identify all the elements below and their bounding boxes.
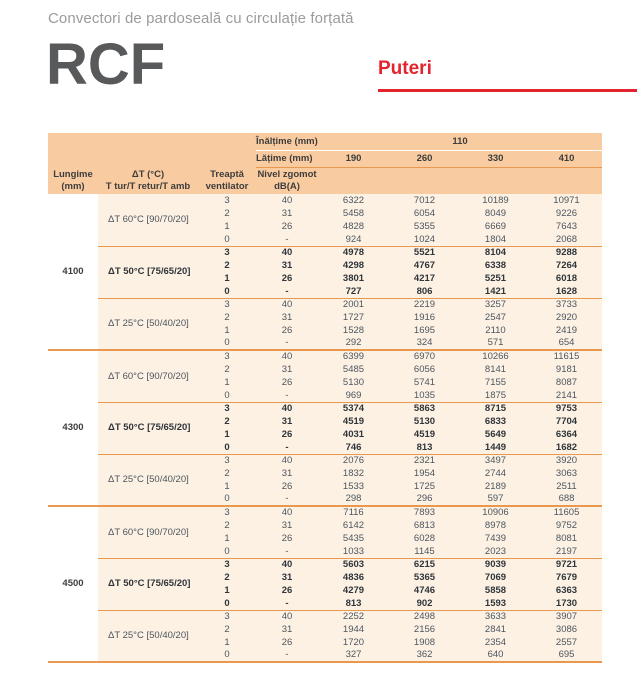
noise-level-cell: 31	[256, 311, 318, 324]
fan-step-cell: 3	[198, 350, 256, 363]
power-value-cell: 5251	[460, 272, 531, 285]
power-value-cell: 969	[318, 389, 389, 402]
power-value-cell: 4519	[318, 415, 389, 428]
table-row	[48, 506, 602, 519]
fan-step-cell: 0	[198, 233, 256, 246]
fan-step-cell: 2	[198, 207, 256, 220]
power-value-cell: 5130	[318, 376, 389, 389]
power-value-cell: 8087	[531, 376, 602, 389]
delta-t-cell: ΔT 50°C [75/65/20]	[98, 402, 198, 454]
power-value-cell: 7704	[531, 415, 602, 428]
fan-step-cell: 0	[198, 649, 256, 662]
power-value-cell: 2354	[460, 636, 531, 649]
power-value-cell: 1908	[389, 636, 460, 649]
noise-level-cell: 31	[256, 467, 318, 480]
power-value-cell: 327	[318, 649, 389, 662]
delta-t-cell: ΔT 60°C [90/70/20]	[98, 350, 198, 402]
fan-step-cell: 1	[198, 376, 256, 389]
power-value-cell: 6833	[460, 415, 531, 428]
fan-step-cell: 2	[198, 519, 256, 532]
noise-level-cell: 40	[256, 246, 318, 259]
power-value-cell: 8141	[460, 363, 531, 376]
section-underline	[378, 89, 637, 92]
fan-step-cell: 1	[198, 480, 256, 493]
power-value-cell: 1954	[389, 467, 460, 480]
noise-level-cell: -	[256, 545, 318, 558]
noise-level-cell: 40	[256, 194, 318, 207]
power-value-cell: 6018	[531, 272, 602, 285]
power-value-cell: 3257	[460, 298, 531, 311]
power-value-cell: 5374	[318, 402, 389, 415]
fan-step-cell: 0	[198, 493, 256, 506]
noise-level-cell: 31	[256, 623, 318, 636]
fan-step-cell: 3	[198, 246, 256, 259]
power-value-cell: 1421	[460, 285, 531, 298]
power-value-cell: 5741	[389, 376, 460, 389]
power-value-cell: 3733	[531, 298, 602, 311]
power-value-cell: 902	[389, 597, 460, 610]
header-corner	[48, 150, 256, 167]
height-label: Înălțime (mm)	[256, 133, 318, 150]
fan-step-cell: 1	[198, 272, 256, 285]
power-value-cell: 362	[389, 649, 460, 662]
power-value-cell: 1449	[460, 441, 531, 454]
power-value-cell: 1944	[318, 623, 389, 636]
delta-t-cell: ΔT 60°C [90/70/20]	[98, 506, 198, 558]
power-value-cell: 10266	[460, 350, 531, 363]
power-value-cell: 1033	[318, 545, 389, 558]
power-value-cell: 924	[318, 233, 389, 246]
power-value-cell: 4767	[389, 259, 460, 272]
power-value-cell: 2141	[531, 389, 602, 402]
fan-step-cell: 0	[198, 441, 256, 454]
power-value-cell: 9181	[531, 363, 602, 376]
fan-step-cell: 3	[198, 454, 256, 467]
power-value-cell: 695	[531, 649, 602, 662]
power-value-cell: 3497	[460, 454, 531, 467]
power-value-cell: 6215	[389, 558, 460, 571]
noise-level-cell: 26	[256, 636, 318, 649]
noise-level-cell: 40	[256, 506, 318, 519]
power-value-cell: 597	[460, 493, 531, 506]
table-row	[48, 454, 602, 467]
delta-t-cell: ΔT 25°C [50/40/20]	[98, 610, 198, 662]
fan-step-cell: 3	[198, 506, 256, 519]
power-value-cell: 5435	[318, 532, 389, 545]
delta-t-cell: ΔT 25°C [50/40/20]	[98, 454, 198, 506]
fan-step-cell: 1	[198, 428, 256, 441]
fan-step-cell: 1	[198, 636, 256, 649]
length-cell: 4300	[48, 350, 98, 506]
power-value-cell: 806	[389, 285, 460, 298]
power-value-cell: 4031	[318, 428, 389, 441]
width-value: 330	[460, 150, 531, 167]
fan-step-cell: 0	[198, 389, 256, 402]
width-value: 410	[531, 150, 602, 167]
power-table	[48, 133, 602, 663]
col-header-spacer	[460, 167, 531, 194]
power-value-cell: 324	[389, 337, 460, 350]
header-row-columns	[48, 167, 602, 194]
power-value-cell: 2076	[318, 454, 389, 467]
power-value-cell: 2197	[531, 545, 602, 558]
power-value-cell: 813	[389, 441, 460, 454]
power-value-cell: 296	[389, 493, 460, 506]
fan-step-cell: 2	[198, 259, 256, 272]
power-value-cell: 4978	[318, 246, 389, 259]
power-value-cell: 7155	[460, 376, 531, 389]
delta-t-cell: ΔT 50°C [75/65/20]	[98, 246, 198, 298]
power-value-cell: 571	[460, 337, 531, 350]
power-value-cell: 9039	[460, 558, 531, 571]
table-row	[48, 610, 602, 623]
power-value-cell: 1916	[389, 311, 460, 324]
power-value-cell: 1528	[318, 324, 389, 337]
power-value-cell: 4279	[318, 584, 389, 597]
noise-level-cell: 26	[256, 324, 318, 337]
power-value-cell: 7069	[460, 571, 531, 584]
noise-level-cell: 31	[256, 363, 318, 376]
power-value-cell: 4746	[389, 584, 460, 597]
power-value-cell: 3801	[318, 272, 389, 285]
power-value-cell: 292	[318, 337, 389, 350]
power-value-cell: 11605	[531, 506, 602, 519]
power-value-cell: 3907	[531, 610, 602, 623]
power-value-cell: 6338	[460, 259, 531, 272]
noise-level-cell: 26	[256, 376, 318, 389]
power-value-cell: 1720	[318, 636, 389, 649]
noise-level-cell: 26	[256, 220, 318, 233]
fan-step-cell: 1	[198, 584, 256, 597]
noise-level-cell: -	[256, 285, 318, 298]
power-value-cell: 7893	[389, 506, 460, 519]
width-label: Lățime (mm)	[256, 150, 318, 167]
power-value-cell: 2920	[531, 311, 602, 324]
fan-step-cell: 2	[198, 363, 256, 376]
col-header-spacer	[318, 167, 389, 194]
noise-level-cell: 26	[256, 584, 318, 597]
delta-t-cell: ΔT 60°C [90/70/20]	[98, 194, 198, 246]
power-value-cell: 6669	[460, 220, 531, 233]
power-value-cell: 4836	[318, 571, 389, 584]
noise-level-cell: 40	[256, 454, 318, 467]
fan-step-cell: 3	[198, 558, 256, 571]
fan-step-cell: 1	[198, 220, 256, 233]
power-value-cell: 6056	[389, 363, 460, 376]
length-cell: 4500	[48, 506, 98, 662]
power-value-cell: 2841	[460, 623, 531, 636]
fan-step-cell: 0	[198, 545, 256, 558]
power-value-cell: 1628	[531, 285, 602, 298]
noise-level-cell: 40	[256, 350, 318, 363]
power-value-cell: 1804	[460, 233, 531, 246]
power-value-cell: 9226	[531, 207, 602, 220]
fan-step-cell: 0	[198, 337, 256, 350]
fan-step-cell: 0	[198, 597, 256, 610]
power-value-cell: 7643	[531, 220, 602, 233]
table-row	[48, 350, 602, 363]
power-value-cell: 8978	[460, 519, 531, 532]
power-value-cell: 1695	[389, 324, 460, 337]
noise-level-cell: 26	[256, 532, 318, 545]
power-value-cell: 5858	[460, 584, 531, 597]
power-value-cell: 5355	[389, 220, 460, 233]
width-value: 190	[318, 150, 389, 167]
power-value-cell: 2511	[531, 480, 602, 493]
fan-step-cell: 1	[198, 324, 256, 337]
power-value-cell: 746	[318, 441, 389, 454]
power-value-cell: 7264	[531, 259, 602, 272]
delta-t-cell: ΔT 25°C [50/40/20]	[98, 298, 198, 350]
power-value-cell: 2110	[460, 324, 531, 337]
power-value-cell: 2547	[460, 311, 531, 324]
fan-step-cell: 2	[198, 311, 256, 324]
power-value-cell: 8715	[460, 402, 531, 415]
noise-level-cell: 26	[256, 272, 318, 285]
noise-level-cell: 40	[256, 610, 318, 623]
power-value-cell: 2156	[389, 623, 460, 636]
table-row	[48, 402, 602, 415]
table-row	[48, 558, 602, 571]
power-value-cell: 2219	[389, 298, 460, 311]
power-value-cell: 4519	[389, 428, 460, 441]
power-value-cell: 4828	[318, 220, 389, 233]
page-subtitle: Convectori de pardoseală cu circulație forțată	[48, 10, 354, 27]
power-value-cell: 813	[318, 597, 389, 610]
fan-step-cell: 2	[198, 623, 256, 636]
power-value-cell: 1725	[389, 480, 460, 493]
power-value-cell: 5603	[318, 558, 389, 571]
power-value-cell: 1727	[318, 311, 389, 324]
power-value-cell: 9721	[531, 558, 602, 571]
col-header-noise: Nivel zgomot dB(A)	[256, 167, 318, 194]
width-value: 260	[389, 150, 460, 167]
power-value-cell: 6363	[531, 584, 602, 597]
power-table-body	[48, 194, 602, 662]
power-value-cell: 6364	[531, 428, 602, 441]
power-value-cell: 3920	[531, 454, 602, 467]
noise-level-cell: 31	[256, 571, 318, 584]
power-value-cell: 7116	[318, 506, 389, 519]
power-value-cell: 5649	[460, 428, 531, 441]
power-value-cell: 9288	[531, 246, 602, 259]
power-value-cell: 8049	[460, 207, 531, 220]
table-row	[48, 298, 602, 311]
power-value-cell: 9752	[531, 519, 602, 532]
power-value-cell: 1875	[460, 389, 531, 402]
header-corner	[48, 133, 256, 150]
fan-step-cell: 1	[198, 532, 256, 545]
product-title: RCF	[46, 32, 166, 97]
power-value-cell: 640	[460, 649, 531, 662]
power-value-cell: 9753	[531, 402, 602, 415]
power-value-cell: 8104	[460, 246, 531, 259]
power-value-cell: 6322	[318, 194, 389, 207]
fan-step-cell: 2	[198, 571, 256, 584]
power-value-cell: 5521	[389, 246, 460, 259]
power-value-cell: 2001	[318, 298, 389, 311]
col-header-spacer	[531, 167, 602, 194]
power-value-cell: 6399	[318, 350, 389, 363]
power-value-cell: 2557	[531, 636, 602, 649]
power-value-cell: 8081	[531, 532, 602, 545]
power-value-cell: 3063	[531, 467, 602, 480]
power-value-cell: 5863	[389, 402, 460, 415]
power-value-cell: 2321	[389, 454, 460, 467]
header-row-width	[48, 150, 602, 167]
noise-level-cell: 31	[256, 519, 318, 532]
noise-level-cell: -	[256, 649, 318, 662]
power-value-cell: 6054	[389, 207, 460, 220]
header-row-height	[48, 133, 602, 150]
power-value-cell: 4298	[318, 259, 389, 272]
power-value-cell: 2498	[389, 610, 460, 623]
length-cell: 4100	[48, 194, 98, 350]
power-value-cell: 2189	[460, 480, 531, 493]
fan-step-cell: 3	[198, 298, 256, 311]
fan-step-cell: 2	[198, 415, 256, 428]
power-value-cell: 7012	[389, 194, 460, 207]
power-value-cell: 298	[318, 493, 389, 506]
power-value-cell: 1024	[389, 233, 460, 246]
col-header-spacer	[389, 167, 460, 194]
noise-level-cell: 40	[256, 558, 318, 571]
power-value-cell: 3633	[460, 610, 531, 623]
power-value-cell: 6028	[389, 532, 460, 545]
power-value-cell: 1145	[389, 545, 460, 558]
power-value-cell: 10189	[460, 194, 531, 207]
table-row	[48, 246, 602, 259]
fan-step-cell: 0	[198, 285, 256, 298]
power-value-cell: 727	[318, 285, 389, 298]
power-value-cell: 5365	[389, 571, 460, 584]
fan-step-cell: 3	[198, 610, 256, 623]
power-value-cell: 6970	[389, 350, 460, 363]
fan-step-cell: 3	[198, 194, 256, 207]
noise-level-cell: 31	[256, 207, 318, 220]
col-header-delta-t: ΔT (°C) T tur/T retur/T amb	[98, 167, 198, 194]
noise-level-cell: 31	[256, 415, 318, 428]
height-value: 110	[318, 133, 602, 150]
power-value-cell: 10906	[460, 506, 531, 519]
noise-level-cell: 26	[256, 480, 318, 493]
power-value-cell: 7679	[531, 571, 602, 584]
power-value-cell: 7439	[460, 532, 531, 545]
power-value-cell: 6813	[389, 519, 460, 532]
power-value-cell: 3086	[531, 623, 602, 636]
power-value-cell: 1682	[531, 441, 602, 454]
power-value-cell: 654	[531, 337, 602, 350]
delta-t-cell: ΔT 50°C [75/65/20]	[98, 558, 198, 610]
noise-level-cell: -	[256, 233, 318, 246]
col-header-length: Lungime (mm)	[48, 167, 98, 194]
power-value-cell: 1730	[531, 597, 602, 610]
power-value-cell: 1035	[389, 389, 460, 402]
power-value-cell: 1832	[318, 467, 389, 480]
section-title: Puteri	[378, 58, 432, 79]
power-value-cell: 2068	[531, 233, 602, 246]
noise-level-cell: 31	[256, 259, 318, 272]
noise-level-cell: 26	[256, 428, 318, 441]
power-value-cell: 5458	[318, 207, 389, 220]
power-value-cell: 2419	[531, 324, 602, 337]
noise-level-cell: -	[256, 389, 318, 402]
noise-level-cell: -	[256, 493, 318, 506]
power-value-cell: 1533	[318, 480, 389, 493]
table-row	[48, 194, 602, 207]
noise-level-cell: -	[256, 441, 318, 454]
power-value-cell: 10971	[531, 194, 602, 207]
power-value-cell: 5485	[318, 363, 389, 376]
fan-step-cell: 2	[198, 467, 256, 480]
power-value-cell: 2023	[460, 545, 531, 558]
power-value-cell: 1593	[460, 597, 531, 610]
power-value-cell: 2252	[318, 610, 389, 623]
power-value-cell: 11615	[531, 350, 602, 363]
noise-level-cell: -	[256, 597, 318, 610]
noise-level-cell: -	[256, 337, 318, 350]
noise-level-cell: 40	[256, 298, 318, 311]
power-value-cell: 5130	[389, 415, 460, 428]
noise-level-cell: 40	[256, 402, 318, 415]
power-value-cell: 2744	[460, 467, 531, 480]
power-value-cell: 688	[531, 493, 602, 506]
col-header-fan-step: Treaptă ventilator	[198, 167, 256, 194]
power-value-cell: 6142	[318, 519, 389, 532]
power-value-cell: 4217	[389, 272, 460, 285]
fan-step-cell: 3	[198, 402, 256, 415]
